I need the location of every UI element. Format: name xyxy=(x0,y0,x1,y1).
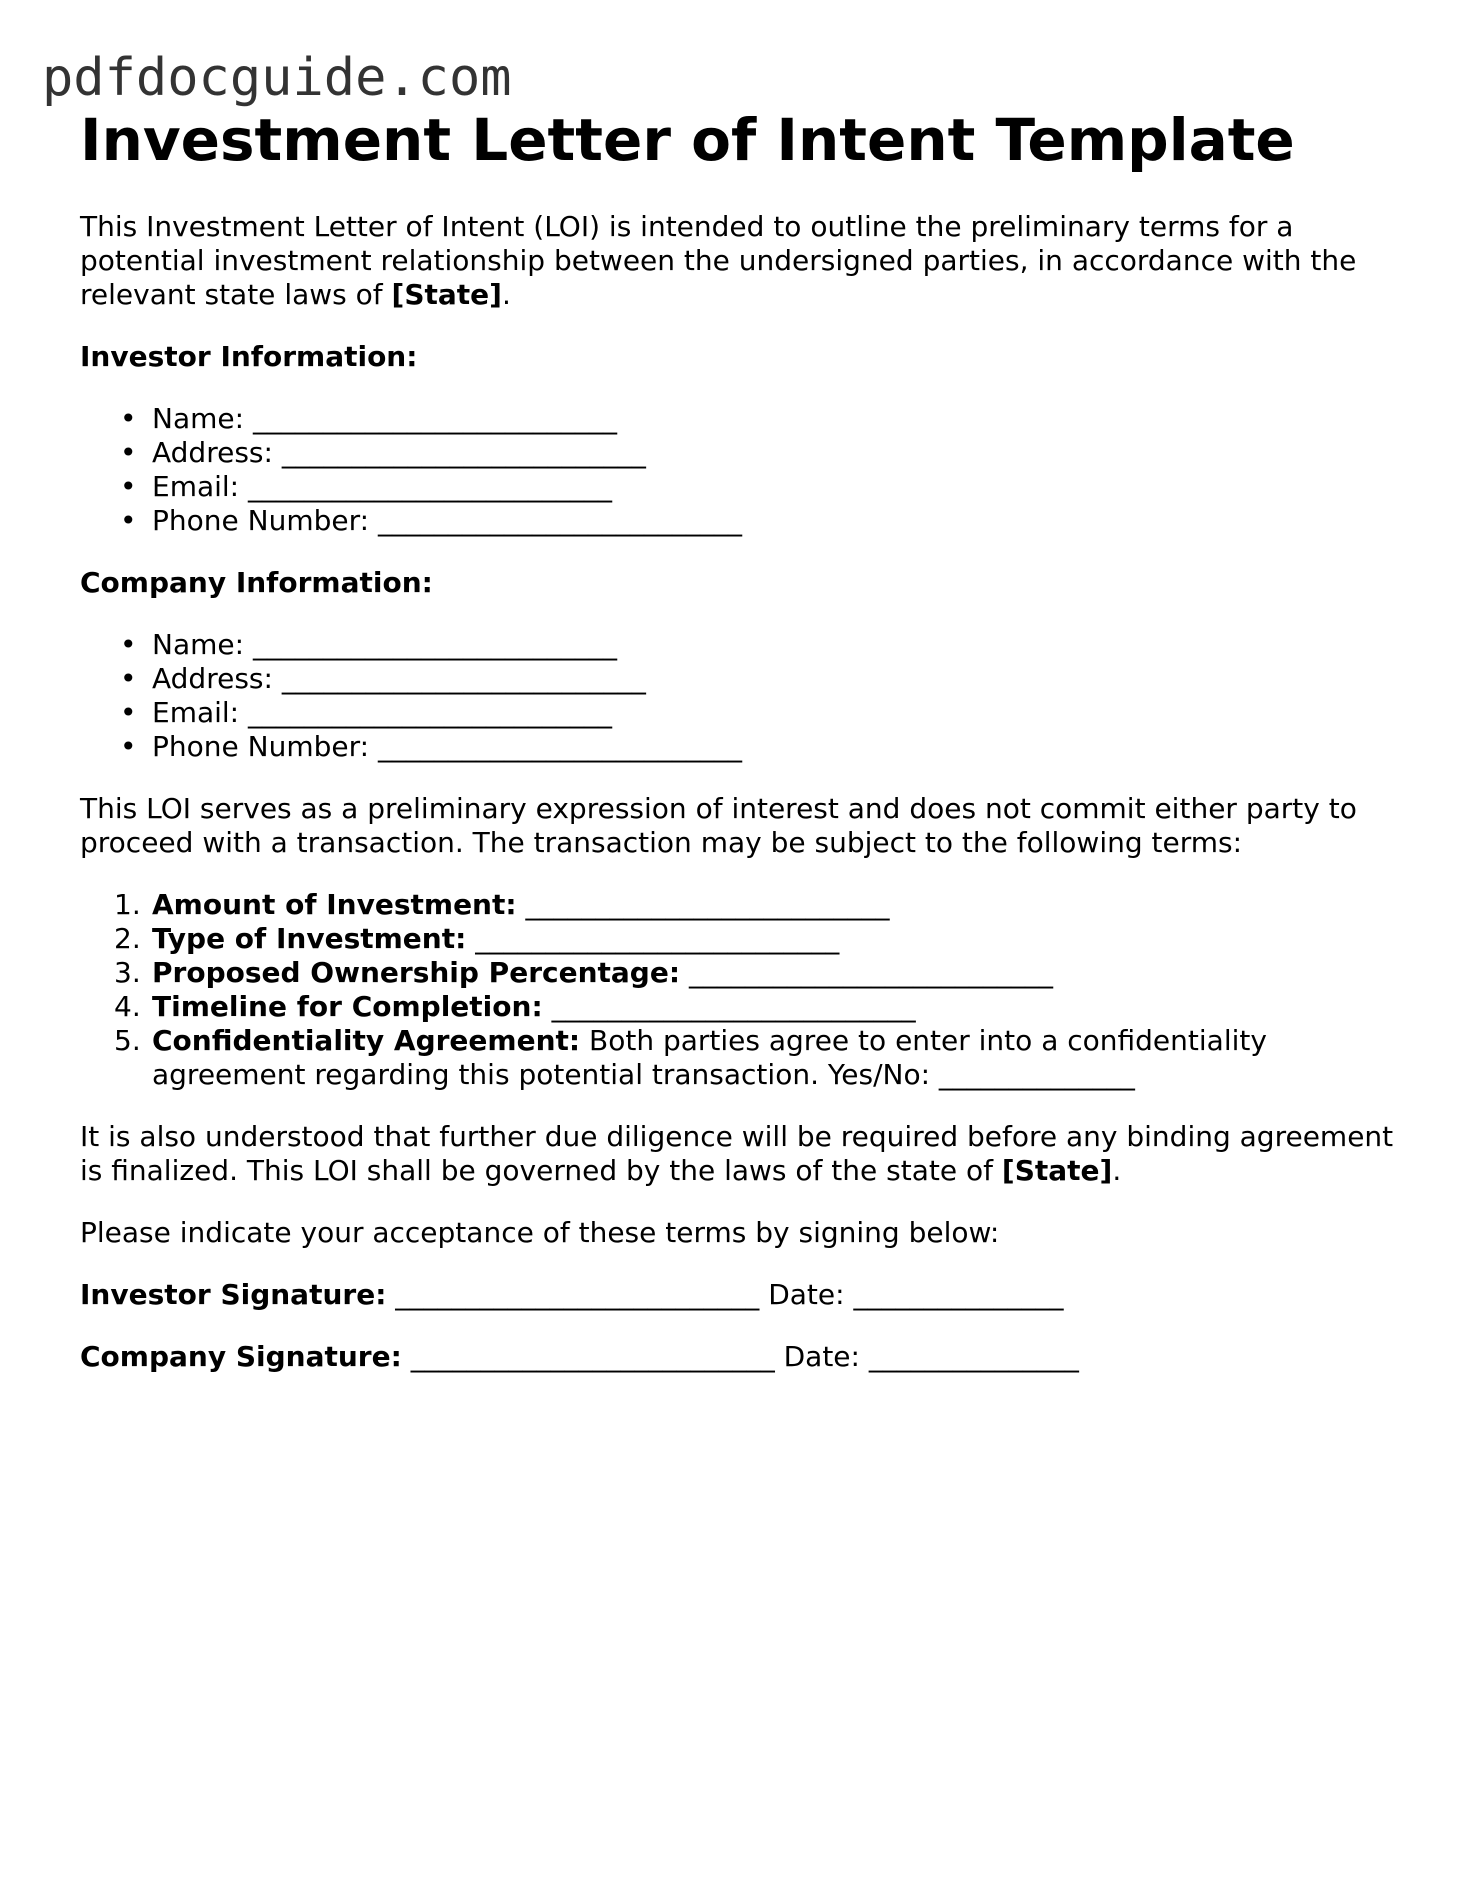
investor-info-heading: Investor Information: xyxy=(80,340,418,373)
blank-line: __________________________ xyxy=(252,628,617,661)
field-label: Email: xyxy=(152,470,240,503)
blank-line: _______________ xyxy=(868,1340,1079,1373)
bullet: • xyxy=(120,470,137,503)
term-label: Confidentiality Agreement: xyxy=(152,1024,581,1057)
investor-signature-line[interactable] xyxy=(80,1278,1400,1312)
blank-line: __________________________ xyxy=(281,436,646,469)
company-phone-field[interactable] xyxy=(120,730,1400,764)
blank-line: __________________________ xyxy=(252,402,617,435)
blank-line: ______________ xyxy=(938,1058,1135,1091)
blank-line: __________________________ xyxy=(377,504,742,537)
term-timeline[interactable] xyxy=(114,990,1400,1024)
signature-label: Company Signature: xyxy=(80,1340,402,1373)
term-confidentiality[interactable] xyxy=(114,1024,1400,1092)
term-number: 3. xyxy=(114,956,141,989)
bullet: • xyxy=(120,730,137,763)
blank-line: __________________________ xyxy=(248,696,613,729)
term-number: 4. xyxy=(114,990,141,1023)
preliminary-paragraph: This LOI serves as a preliminary expression of interest and does not commit either party to proceed with a transaction. The transaction may be subject to the following terms: xyxy=(80,792,1357,859)
investor-phone-field[interactable] xyxy=(120,504,1400,538)
blank-line: __________________________ xyxy=(395,1278,760,1311)
field-label: Email: xyxy=(152,696,240,729)
blank-line: _______________ xyxy=(853,1278,1064,1311)
investor-email-field[interactable] xyxy=(120,470,1400,504)
blank-line: __________________________ xyxy=(377,730,742,763)
company-name-field[interactable] xyxy=(120,628,1400,662)
term-label: Proposed Ownership Percentage: xyxy=(152,956,681,989)
acceptance-paragraph: Please indicate your acceptance of these terms by signing below: xyxy=(80,1216,1000,1249)
term-type-of-investment[interactable] xyxy=(114,922,1400,956)
bullet: • xyxy=(120,662,137,695)
term-label: Amount of Investment: xyxy=(152,888,517,921)
document-title: Investment Letter of Intent Template xyxy=(80,106,1295,174)
field-label: Name: xyxy=(152,628,245,661)
blank-line: __________________________ xyxy=(248,470,613,503)
bullet: • xyxy=(120,696,137,729)
investor-fields-list xyxy=(80,402,1400,538)
field-label: Address: xyxy=(152,436,273,469)
date-label: Date: xyxy=(768,1278,845,1311)
field-label: Phone Number: xyxy=(152,504,370,537)
field-label: Address: xyxy=(152,662,273,695)
term-ownership-percentage[interactable] xyxy=(114,956,1400,990)
field-label: Name: xyxy=(152,402,245,435)
bullet: • xyxy=(120,628,137,661)
blank-line: __________________________ xyxy=(688,956,1053,989)
signature-label: Investor Signature: xyxy=(80,1278,387,1311)
bullet: • xyxy=(120,402,137,435)
due-diligence-text: It is also understood that further due diligence will be required before any binding agreement is finalized. This LOI shall be governed by the laws of the state of xyxy=(80,1120,1394,1187)
company-email-field[interactable] xyxy=(120,696,1400,730)
company-address-field[interactable] xyxy=(120,662,1400,696)
term-amount-of-investment[interactable] xyxy=(114,888,1400,922)
term-label: Type of Investment: xyxy=(152,922,467,955)
date-label: Date: xyxy=(783,1340,860,1373)
company-signature-line[interactable] xyxy=(80,1340,1400,1374)
terms-list xyxy=(80,888,1400,1092)
confidentiality-text: Both parties agree to enter into a confidentiality agreement regarding this potential transaction. Yes/No: xyxy=(152,1024,1267,1091)
document-page xyxy=(80,100,1400,1374)
blank-line: __________________________ xyxy=(525,888,890,921)
blank-line: __________________________ xyxy=(551,990,916,1023)
company-info-heading: Company Information: xyxy=(80,566,433,599)
bullet: • xyxy=(120,504,137,537)
investor-address-field[interactable] xyxy=(120,436,1400,470)
term-label: Timeline for Completion: xyxy=(152,990,543,1023)
field-label: Phone Number: xyxy=(152,730,370,763)
bullet: • xyxy=(120,436,137,469)
intro-text: This Investment Letter of Intent (LOI) is intended to outline the preliminary terms for a potential investment relationship between the undersigned parties, in accordance with the relevant state laws of xyxy=(80,210,1357,311)
site-watermark: pdfdocguide.com xyxy=(42,48,512,108)
intro-end: . xyxy=(501,278,511,311)
due-diligence-end: . xyxy=(1112,1154,1122,1187)
term-number: 2. xyxy=(114,922,141,955)
blank-line: __________________________ xyxy=(475,922,840,955)
company-fields-list xyxy=(80,628,1400,764)
blank-line: __________________________ xyxy=(281,662,646,695)
blank-line: __________________________ xyxy=(410,1340,775,1373)
due-diligence-state-placeholder: [State] xyxy=(1001,1154,1113,1187)
intro-paragraph xyxy=(80,210,1400,312)
due-diligence-paragraph xyxy=(80,1120,1400,1188)
term-number: 1. xyxy=(114,888,141,921)
intro-state-placeholder: [State] xyxy=(391,278,502,311)
investor-name-field[interactable] xyxy=(120,402,1400,436)
term-number: 5. xyxy=(114,1024,141,1057)
